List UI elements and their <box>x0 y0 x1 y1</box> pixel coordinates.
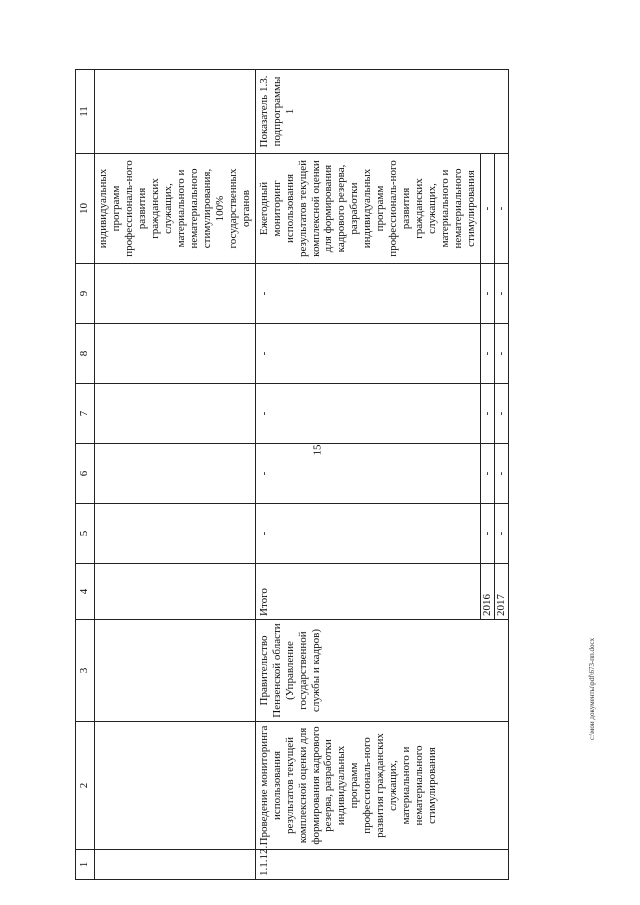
header-cell: 1 <box>76 850 95 880</box>
period-total: Итого <box>255 564 480 620</box>
dash-cell: - <box>481 154 495 264</box>
header-cell: 8 <box>76 324 95 384</box>
dash-cell: - <box>495 154 509 264</box>
header-cell: 9 <box>76 264 95 324</box>
dash-cell: - <box>495 264 509 324</box>
header-row <box>76 70 95 880</box>
dash-cell: - <box>255 324 480 384</box>
dash-cell: - <box>495 444 509 504</box>
dash-cell: - <box>495 324 509 384</box>
dash-cell: - <box>481 504 495 564</box>
dash-cell: - <box>255 444 480 504</box>
program-table <box>75 69 509 880</box>
header-cell: 3 <box>76 620 95 722</box>
dash-cell: - <box>481 384 495 444</box>
continuation-row <box>95 70 256 880</box>
activity-description: Проведение мониторинга использования результатов текущей комплексной оценки для формирования кадрового резерва, разработки индивидуальных программ профессиональ-ного развития гражданских служащих, материального и нематериального стимулирования <box>255 722 508 850</box>
row-number: 1.1.12. <box>255 850 508 880</box>
dash-cell: - <box>255 264 480 324</box>
page-number: 15 <box>311 444 324 456</box>
dash-cell: - <box>481 444 495 504</box>
executor: Правительство Пензенской области (Управление государственной службы и кадров) <box>255 620 508 722</box>
rotated-table-page <box>75 70 585 880</box>
expected-result: Ежегодный мониторинг использования результатов текущей комплексной оценки для формирования кадрового резерва, разработки индивидуальных программ профессиональ-ного развития гражданских служащих, материального и нематериального стимулирования <box>255 154 480 264</box>
header-cell: 4 <box>76 564 95 620</box>
header-cell: 10 <box>76 154 95 264</box>
header-cell: 11 <box>76 70 95 154</box>
dash-cell: - <box>495 504 509 564</box>
footer-file-path: c:\мои документы\pdf\673-пп.docx <box>588 637 596 740</box>
header-cell: 2 <box>76 722 95 850</box>
dash-cell: - <box>481 324 495 384</box>
table-row <box>255 70 480 880</box>
dash-cell: - <box>255 504 480 564</box>
dash-cell: - <box>495 384 509 444</box>
header-cell: 5 <box>76 504 95 564</box>
continuation-result-text: индивидуальных программ профессиональ-ного развития гражданских служащих, материального и нематериального стимулирования, 100% государственных органов <box>95 154 256 264</box>
year-label: 2016 <box>481 564 495 620</box>
dash-cell: - <box>255 384 480 444</box>
dash-cell: - <box>481 264 495 324</box>
year-label: 2017 <box>495 564 509 620</box>
header-cell: 6 <box>76 444 95 504</box>
header-cell: 7 <box>76 384 95 444</box>
indicator: Показатель 1.3. подпрограммы 1 <box>255 70 508 154</box>
